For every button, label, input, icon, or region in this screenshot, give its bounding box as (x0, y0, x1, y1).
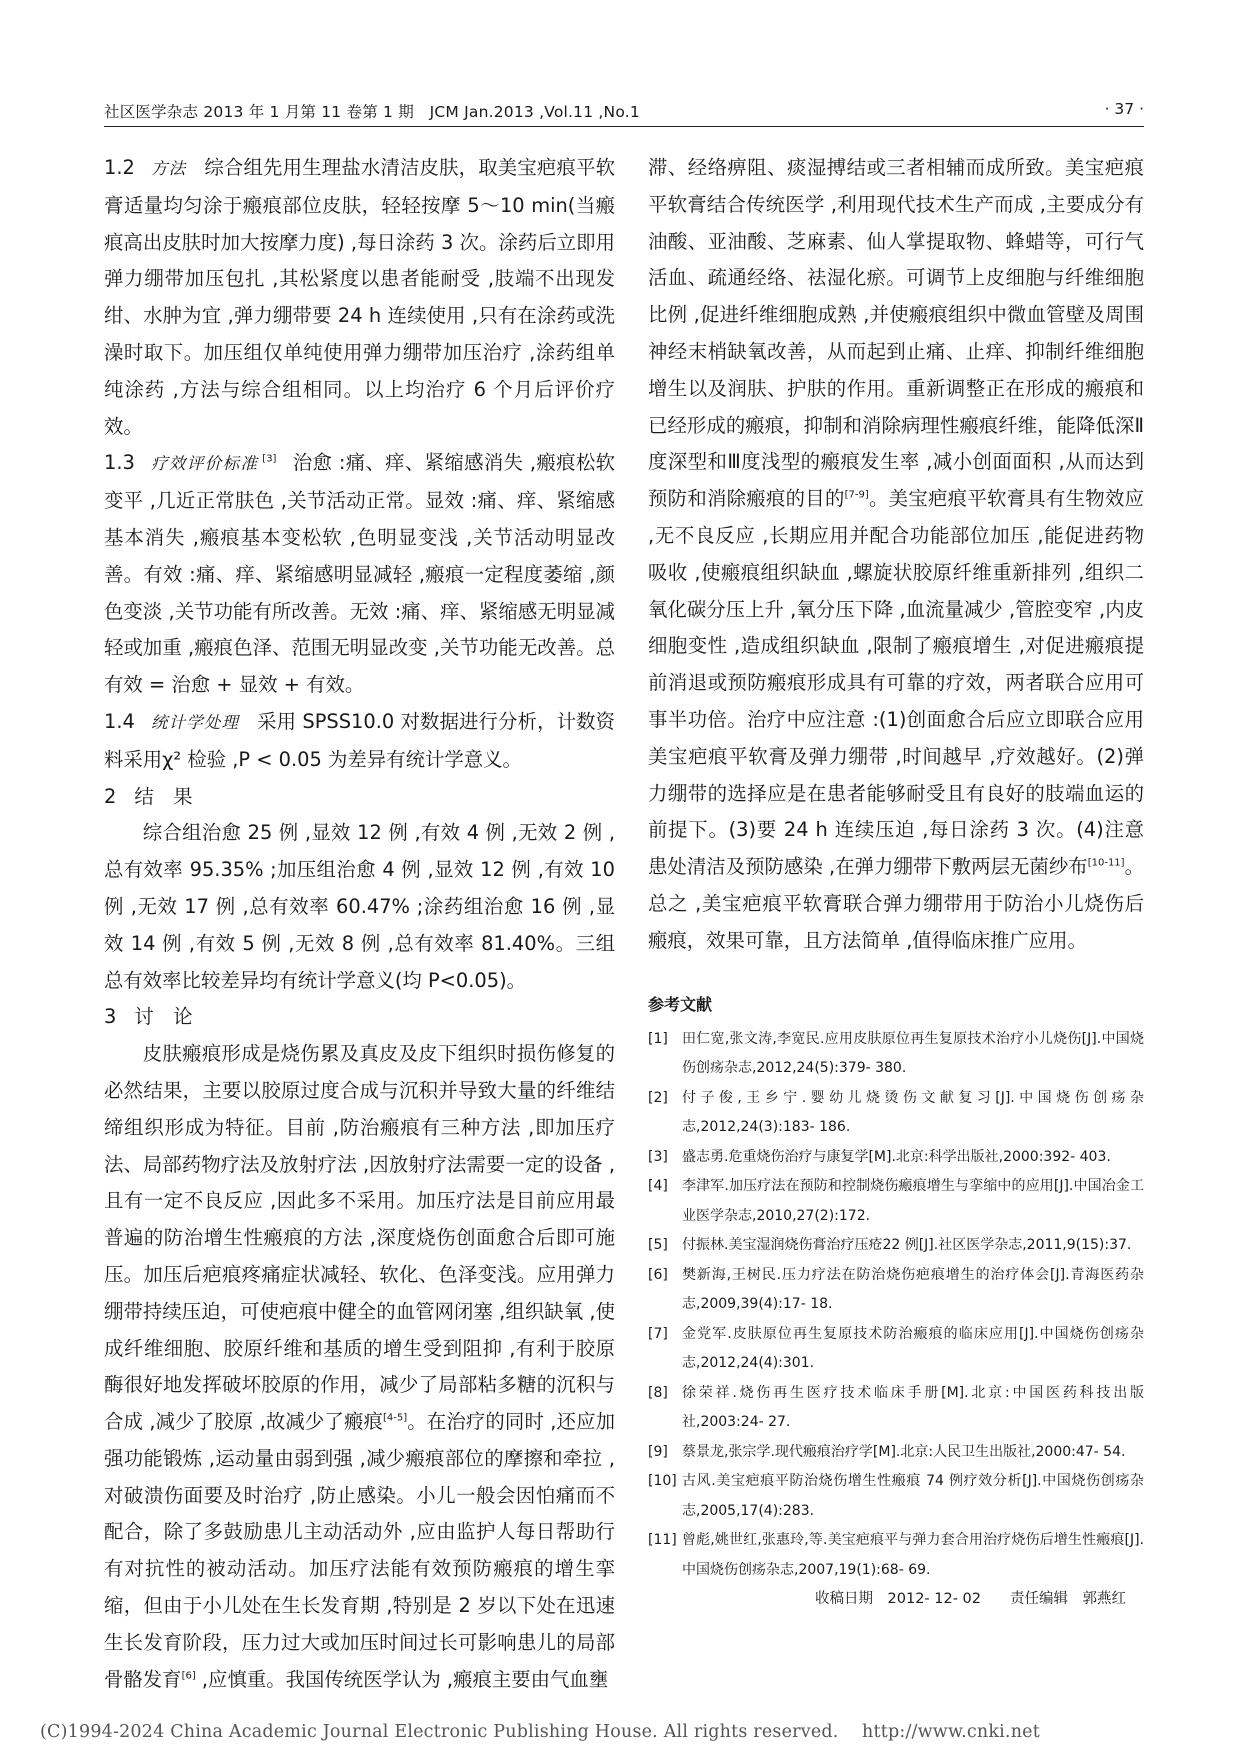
citation-6: [6] (181, 1670, 196, 1682)
reference-text: 李津军.加压疗法在预防和控制烧伤瘢痕增生与挛缩中的应用[J].中国冶金工业医学杂志,2010,27(2):172. (682, 1178, 1144, 1224)
reference-item (648, 1084, 1144, 1143)
section-1-2-text: 综合组先用生理盐水清洁皮肤，取美宝疤痕平软膏适量均匀涂于瘢痕部位皮肤，轻轻按摩 5～10 min(当瘢痕高出皮肤时加大按摩力度) ,每日涂药 3 次。涂药后立即用弹力绷带加压包扎 ,其松紧度以患者能耐受 ,肢端不出现发绀、水肿为宜 ,弹力绷带要 24 h 连续使用 ,只有在涂药或洗澡时取下。加压组仅单纯使用弹力绷带加压治疗 ,涂药组单纯涂药 ,方法与综合组相同。以上均治疗 6 个月后评价疗效。 (104, 156, 615, 438)
section-2-title: 结 果 (134, 784, 193, 808)
section-1-4-text: 采用 SPSS10.0 对数据进行分析，计数资料采用χ² 检验 ,P < 0.05 为差异有统计学意义。 (104, 709, 616, 771)
reference-text: 付子俊,王乡宁.婴幼儿烧烫伤文献复习[J].中国烧伤创疡杂志,2012,24(3):183- 186. (682, 1089, 1144, 1136)
running-header (104, 98, 1144, 128)
journal-running-title: 社区医学杂志 2013 年 1 月第 11 卷第 1 期 JCM Jan.2013 ,Vol.11 ,No.1 (104, 103, 640, 121)
reference-item (648, 1231, 1144, 1261)
received-date-editor: 收稿日期 2012- 12- 02 责任编辑 郭燕红 (815, 1591, 1126, 1608)
reference-list (648, 1025, 1144, 1586)
section-1-3-number: 1.3 (104, 451, 135, 475)
reference-item (648, 1025, 1144, 1084)
reference-index: [4] (648, 1178, 668, 1195)
reference-index: [2] (648, 1089, 668, 1106)
reference-item (648, 1379, 1144, 1438)
section-1-3 (104, 445, 615, 704)
header-rule (104, 126, 1144, 127)
section-1-2-title: 方法 (150, 159, 187, 178)
citation-3: [3] (262, 453, 277, 465)
copyright-notice: (C)1994-2024 China Academic Journal Electronic Publishing House. All rights reserved. http://www.cnki.net (40, 1722, 1040, 1742)
reference-text: 徐荣祥.烧伤再生医疗技术临床手册[M].北京:中国医药科技出版社,2003:24- 27. (682, 1384, 1144, 1431)
discussion-text-c: ,应慎重。我国传统医学认为 ,瘢痕主要由气血壅 (195, 1667, 609, 1691)
page-number: · 37 · (1104, 100, 1144, 118)
section-3-title: 讨 论 (134, 1005, 193, 1029)
reference-text: 曾彪,姚世红,张惠玲,等.美宝疤痕平与弹力套合用治疗烧伤后增生性瘢痕[J].中国烧伤创疡杂志,2007,19(1):68- 69. (682, 1532, 1144, 1578)
reference-item (648, 1467, 1144, 1526)
reference-text: 蔡景龙,张宗学.现代瘢痕治疗学[M].北京:人民卫生出版社,2000:47- 54. (682, 1443, 1126, 1460)
reference-text: 田仁宽,张文涛,李宽民.应用皮肤原位再生复原技术治疗小儿烧伤[J].中国烧伤创疡杂志,2012,24(5):379- 380. (682, 1030, 1144, 1077)
discussion-paragraph (104, 1036, 615, 1698)
reference-index: [5] (648, 1237, 668, 1254)
reference-item (648, 1526, 1144, 1585)
reference-text: 盛志勇.危重烧伤治疗与康复学[M].北京:科学出版社,2000:392- 403. (682, 1148, 1111, 1165)
section-1-3-text: 治愈 :痛、痒、紧缩感消失 ,瘢痕松软变平 ,几近正常肤色 ,关节活动正常。显效 :痛、痒、紧缩感基本消失 ,瘢痕基本变松软 ,色明显变浅 ,关节活动明显改善。有效 :痛、痒、紧缩感明显减轻 ,瘢痕一定程度萎缩 ,颜色变淡 ,关节功能有所改善。无效 :痛、痒、紧缩感无明显减轻或加重 ,瘢痕色泽、范围无明显改变 ,关节功能无改善。总有效 = 治愈 + 显效 + 有效。 (104, 451, 615, 697)
reference-index: [6] (648, 1266, 668, 1283)
references-title: 参考文献 (648, 994, 713, 1014)
reference-text: 樊新海,王树民.压力疗法在防治烧伤疤痕增生的治疗体会[J].青海医药杂志,2009,39(4):17- 18. (682, 1266, 1144, 1313)
discussion-text-b: 。在治疗的同时 ,还应加强功能锻炼 ,运动量由弱到强 ,减少瘢痕部位的摩擦和牵拉 ,对破溃伤面要及时治疗 ,防止感染。小儿一般会因怕痛而不配合，除了多鼓励患儿主动活动外 ,应由监护人每日帮助行有对抗性的被动活动。加压疗法能有效预防瘢痕的增生挛缩，但由于小儿处在生长发育期 ,特别是 2 岁以下处在迅速生长发育阶段，压力过大或加压时间过长可影响患儿的局部骨骼发育 (104, 1410, 615, 1691)
reference-index: [7] (648, 1325, 668, 1342)
discussion-right-text-b: 。美宝疤痕平软膏具有生物效应 ,无不良反应 ,长期应用并配合功能部位加压 ,能促进药物吸收 ,使瘢痕组织缺血 ,螺旋状胶原纤维重新排列 ,组织二氧化碳分压上升 ,氧分压下降 ,血流量减少 ,管腔变窄 ,内皮细胞变性 ,造成组织缺血 ,限制了瘢痕增生 ,对促进瘢痕提前消退或预防瘢痕形成具有可靠的疗效，两者联合应用可事半功倍。治疗中应注意 :(1)创面愈合后应立即联合应用美宝疤痕平软膏及弹力绷带 ,时间越早 ,疗效越好。(2)弹力绷带的选择应是在患者能够耐受且有良好的肢端血运的前提下。(3)要 24 h 连续压迫 ,每日涂药 3 次。(4)注意患处清洁及预防感染 ,在弹力绷带下敷两层无菌纱布 (648, 487, 1145, 879)
section-3-number: 3 (104, 1005, 117, 1029)
reference-text: 金党军.皮肤原位再生复原技术防治瘢痕的临床应用[J].中国烧伤创疡杂志,2012,24(4):301. (682, 1325, 1144, 1372)
reference-item (648, 1261, 1144, 1320)
section-1-4-number: 1.4 (104, 709, 135, 733)
results-paragraph: 综合组治愈 25 例 ,显效 12 例 ,有效 4 例 ,无效 2 例 ,总有效率 95.35% ;加压组治愈 4 例 ,显效 12 例 ,有效 10 例 ,无效 17 例 ,总有效率 60.47% ;涂药组治愈 16 例 ,显效 14 例 ,有效 5 例 ,无效 8 例 ,总有效率 81.40%。三组总有效率比较差异均有统计学意义(均 P<0.05)。 (104, 821, 615, 992)
section-3-heading (104, 999, 615, 1036)
reference-text: 付振林.美宝湿润烧伤膏治疗压疮22 例[J].社区医学杂志,2011,9(15):37. (682, 1237, 1132, 1254)
section-1-3-title: 疗效评价标准 (150, 454, 259, 474)
reference-item (648, 1320, 1144, 1379)
citation-4-5: [4-5] (383, 1412, 408, 1424)
section-1-2-number: 1.2 (104, 156, 135, 179)
section-1-4 (104, 704, 615, 779)
section-2-heading (104, 779, 615, 816)
discussion-right-text-c: 。总之 ,美宝疤痕平软膏联合弹力绷带用于防治小儿烧伤后瘢痕，效果可靠，且方法简单 ,值得临床推广应用。 (648, 855, 1145, 952)
reference-index: [9] (648, 1443, 668, 1460)
reference-text: 古风.美宝疤痕平防治烧伤增生性瘢痕 74 例疗效分析[J].中国烧伤创疡杂志,2005,17(4):283. (682, 1473, 1144, 1519)
section-2-number: 2 (104, 784, 117, 808)
reference-index: [3] (648, 1148, 668, 1165)
right-column (648, 150, 1144, 1608)
citation-7-9: [7-9] (844, 489, 869, 501)
citation-10-11: [10-11] (1087, 857, 1125, 869)
reference-item (648, 1438, 1144, 1468)
reference-index: [11] (648, 1532, 677, 1549)
reference-index: [8] (648, 1384, 668, 1401)
reference-index: [1] (648, 1030, 668, 1047)
section-1-4-title: 统计学处理 (150, 712, 240, 732)
reference-item (648, 1143, 1144, 1173)
discussion-right-text-a: 滞、经络痹阻、痰湿搏结或三者相辅而成所致。美宝疤痕平软膏结合传统医学 ,利用现代技术生产而成 ,主要成分有油酸、亚油酸、芝麻素、仙人掌提取物、蜂蜡等，可行气活血、疏通经络、祛湿化瘀。可调节上皮细胞与纤维细胞比例 ,促进纤维细胞成熟 ,并使瘢痕组织中微血管壁及周围神经末梢缺氧改善，从而起到止痛、止痒、抑制纤维细胞增生以及润肤、护肤的作用。重新调整正在形成的瘢痕和已经形成的瘢痕，抑制和消除病理性瘢痕纤维，能降低深Ⅱ度深型和Ⅲ度浅型的瘢痕发生率 ,减小创面面积 ,从而达到预防和消除瘢痕的目的 (648, 156, 1144, 511)
reference-item (648, 1172, 1144, 1231)
reference-index: [10] (648, 1473, 677, 1490)
left-column (104, 150, 615, 1698)
discussion-text-a: 皮肤瘢痕形成是烧伤累及真皮及皮下组织时损伤修复的必然结果，主要以胶原过度合成与沉积并导致大量的纤维结缔组织形成为特征。目前 ,防治瘢痕有三种方法 ,即加压疗法、局部药物疗法及放射疗法 ,因放射疗法需要一定的设备 ,且有一定不良反应 ,因此多不采用。加压疗法是目前应用最普遍的防治增生性瘢痕的方法 ,深度烧伤创面愈合后即可施压。加压后疤痕疼痛症状减轻、软化、色泽变浅。应用弹力绷带持续压迫，可使疤痕中健全的血管网闭塞 ,组织缺氧 ,使成纤维细胞、胶原纤维和基质的增生受到阻抑 ,有利于胶原酶很好地发挥破坏胶原的作用，减少了局部粘多糖的沉积与合成 ,减少了胶原 ,故减少了瘢痕 (104, 1042, 615, 1434)
discussion-continued (648, 150, 1144, 960)
section-1-2 (104, 150, 615, 445)
